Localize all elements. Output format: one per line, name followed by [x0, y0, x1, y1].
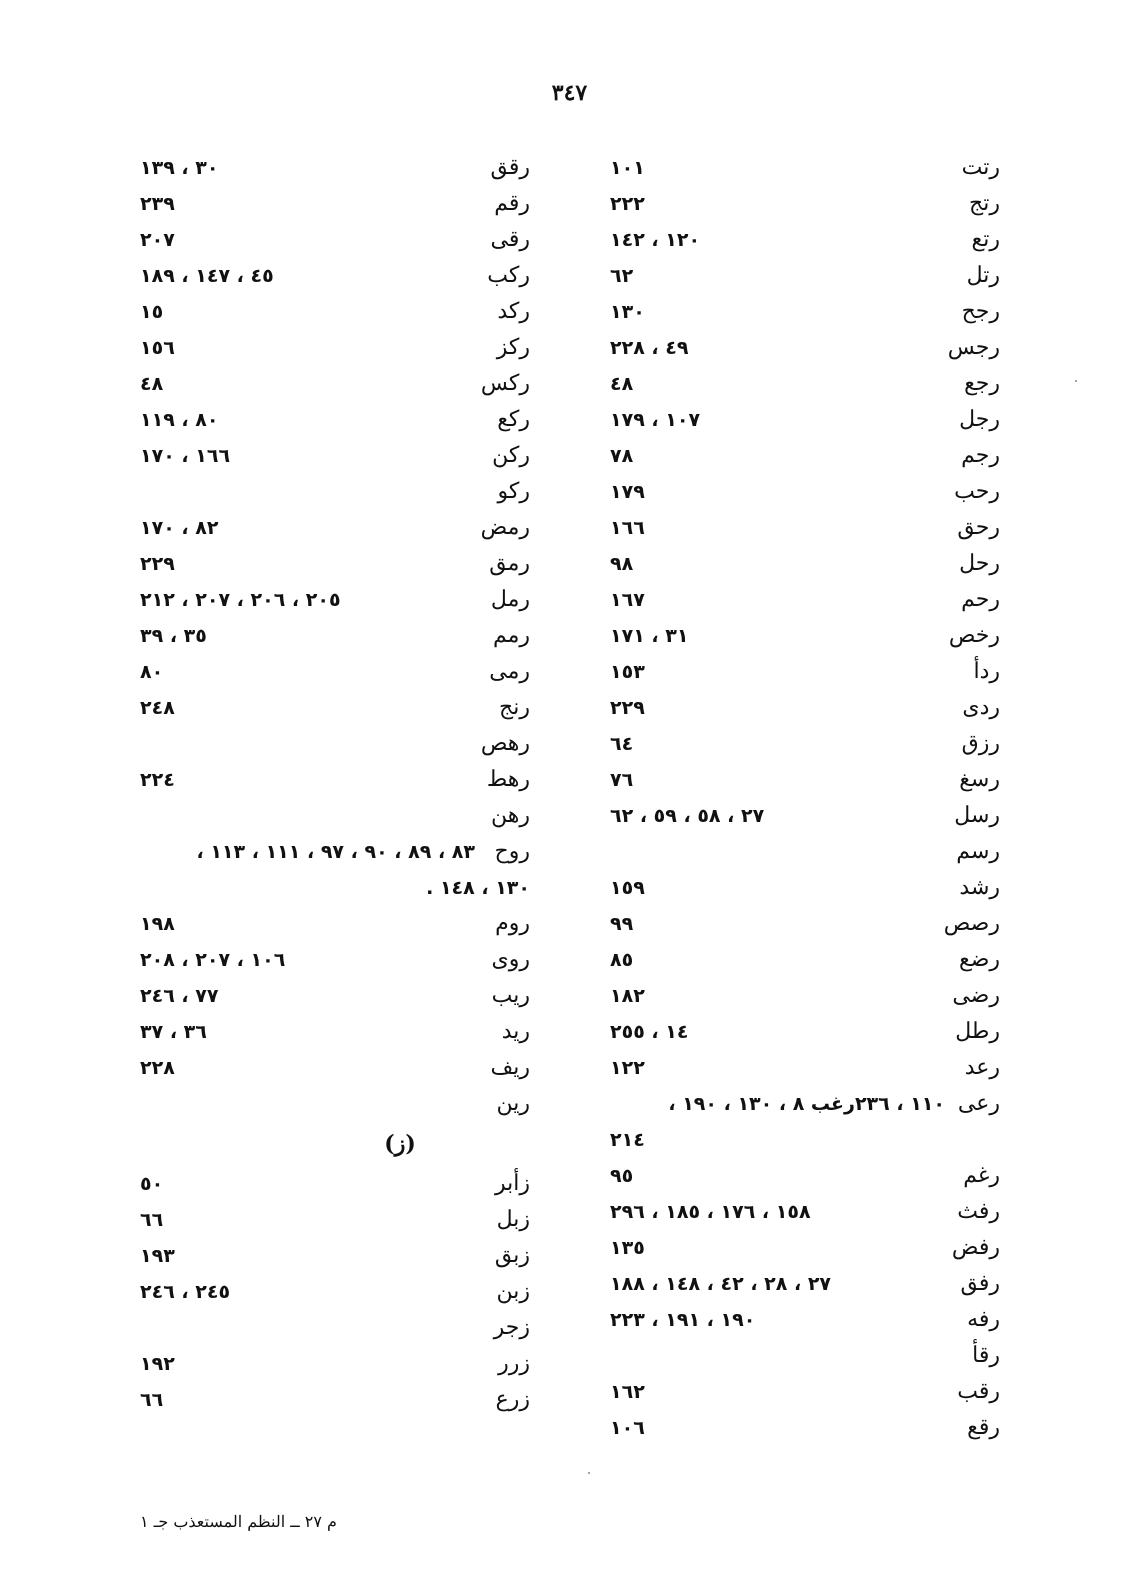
index-entry — [600, 798, 1000, 834]
entry-root-word: زجر — [493, 1315, 530, 1340]
entry-root-word: رمض — [480, 515, 530, 540]
index-entry — [130, 690, 530, 726]
entry-page-refs: ١٢٢ — [610, 1057, 645, 1079]
entry-root-word: رسل — [954, 803, 1000, 828]
entry-page-refs: ٧٨ — [610, 445, 634, 467]
index-entry — [600, 726, 1000, 762]
index-entry — [130, 1238, 530, 1274]
entry-page-refs: ٧٦ — [610, 769, 634, 791]
index-entry — [130, 1274, 530, 1310]
entry-page-refs: ١٠١ — [610, 157, 645, 179]
entry-root-word: رجل — [959, 407, 1000, 432]
entry-page-refs: ١٨٢ — [610, 985, 645, 1007]
entry-page-refs: ٦٤ — [610, 733, 634, 755]
entry-root-word: رقب — [957, 1379, 1000, 1404]
entry-root-word: رجم — [961, 443, 1000, 468]
index-column-left — [130, 150, 530, 1418]
entry-root-word: رتج — [969, 191, 1000, 216]
entry-root-word: زرر — [498, 1351, 530, 1376]
entry-page-refs: ٨٣ ، ٨٩ ، ٩٠ ، ٩٧ ، ١١١ ، ١١٣ ، — [196, 841, 475, 863]
index-entry — [130, 366, 530, 402]
entry-root-word: روى — [491, 947, 530, 972]
entry-page-refs: ٦٢ — [610, 265, 634, 287]
entry-root-word: رتل — [966, 263, 1000, 288]
entry-root-word: ردى — [962, 695, 1000, 720]
entry-root-word: ركز — [496, 335, 530, 360]
entry-root-word: رعى — [957, 1091, 1000, 1116]
index-entry — [600, 1266, 1000, 1302]
entry-root-word: رقى — [490, 227, 530, 252]
entry-root-word: رهص — [480, 731, 530, 756]
entry-page-refs: ٣٥ ، ٣٩ — [140, 625, 207, 647]
index-entry — [600, 1014, 1000, 1050]
entry-root-word: روح — [494, 839, 530, 864]
entry-page-refs: ٩٩ — [610, 913, 634, 935]
entry-page-refs: ١٠٦ ، ٢٠٧ ، ٢٠٨ — [140, 949, 286, 971]
index-entry — [130, 474, 530, 510]
index-entry — [130, 762, 530, 798]
entry-root-word: رسغ — [959, 767, 1000, 792]
entry-page-refs: ٤٩ ، ٢٢٨ — [610, 337, 689, 359]
index-entry — [130, 1014, 530, 1050]
index-entry — [600, 942, 1000, 978]
index-entry — [600, 474, 1000, 510]
entry-root-word: ركن — [492, 443, 530, 468]
entry-page-refs: ١٦٦ ، ١٧٠ — [140, 445, 231, 467]
entry-page-refs: ١٦٧ — [610, 589, 645, 611]
entry-page-refs: ٦٦ — [140, 1209, 164, 1231]
index-entry — [600, 150, 1000, 186]
entry-root-word: رمق — [489, 551, 530, 576]
entry-page-refs: ٨٥ — [610, 949, 634, 971]
entry-root-word: رمم — [492, 623, 530, 648]
entry-page-refs: ١٩٢ — [140, 1353, 175, 1375]
index-entry — [130, 510, 530, 546]
entry-page-refs: ٤٨ — [140, 373, 164, 395]
entry-page-refs: ٢٧ ، ٥٨ ، ٥٩ ، ٦٢ — [610, 805, 765, 827]
entry-root-word: رغم — [963, 1163, 1000, 1188]
entry-root-word: رقق — [490, 155, 530, 180]
entry-root-word: ردأ — [973, 659, 1000, 684]
index-column-right — [600, 150, 1000, 1446]
index-entry — [130, 402, 530, 438]
index-entry — [130, 186, 530, 222]
entry-page-refs: ١٥٣ — [610, 661, 645, 683]
entry-root-word: رنج — [499, 695, 530, 720]
index-entry — [130, 1346, 530, 1382]
index-entry — [600, 366, 1000, 402]
index-entry — [600, 582, 1000, 618]
entry-page-refs: ٤٨ — [610, 373, 634, 395]
entry-root-word: رحق — [957, 515, 1000, 540]
index-entry — [600, 1374, 1000, 1410]
index-entry — [130, 1310, 530, 1346]
index-entry — [130, 978, 530, 1014]
entry-root-word: رتت — [961, 155, 1000, 180]
entry-root-word: رجع — [964, 371, 1000, 396]
index-entry — [130, 330, 530, 366]
page-footer: م ٢٧ ــ النظم المستعذب جـ ١ — [140, 1512, 337, 1531]
index-entry — [600, 1230, 1000, 1266]
entry-page-refs: ٨٠ — [140, 661, 164, 683]
entry-page-refs: ١١٠ ، ٢٣٦رغب ٨ ، ١٣٠ ، ١٩٠ ، — [668, 1093, 945, 1115]
entry-root-word: رخص — [948, 623, 1000, 648]
entry-root-word: رقع — [967, 1415, 1000, 1440]
index-entry — [600, 762, 1000, 798]
index-entry — [600, 1194, 1000, 1230]
index-entry — [130, 1382, 530, 1418]
entry-page-refs: ١٠٧ ، ١٧٩ — [610, 409, 701, 431]
index-entry — [130, 222, 530, 258]
entry-page-refs: ١٠٦ — [610, 1417, 645, 1439]
index-entry — [600, 330, 1000, 366]
entry-page-refs: ٢٢٩ — [610, 697, 645, 719]
entry-root-word: رشد — [959, 875, 1000, 900]
entry-page-refs: ٣٠ ، ١٣٩ — [140, 157, 219, 179]
entry-page-refs: ٨٠ ، ١١٩ — [140, 409, 219, 431]
index-entry — [130, 726, 530, 762]
index-entry — [130, 906, 530, 942]
entry-root-word: رضع — [958, 947, 1000, 972]
entry-root-word: رحل — [959, 551, 1000, 576]
entry-page-refs: ٢٣٩ — [140, 193, 175, 215]
entry-root-word: زرع — [495, 1387, 530, 1412]
entry-root-word: ركد — [497, 299, 530, 324]
index-entry — [600, 906, 1000, 942]
index-entry — [130, 834, 530, 870]
entry-page-refs: ١٣٠ ، ١٤٨ . — [426, 877, 530, 899]
index-entry — [130, 150, 530, 186]
index-entry — [600, 546, 1000, 582]
entry-page-refs: ٩٨ — [610, 553, 634, 575]
index-entry — [130, 798, 530, 834]
entry-page-refs: ١٥٨ ، ١٧٦ ، ١٨٥ ، ٢٩٦ — [610, 1201, 811, 1223]
entry-page-refs: ٢٤٥ ، ٢٤٦ — [140, 1281, 231, 1303]
index-entry — [130, 654, 530, 690]
index-entry — [600, 978, 1000, 1014]
entry-root-word: رجح — [961, 299, 1000, 324]
entry-root-word: رقأ — [972, 1343, 1000, 1368]
index-entry — [130, 582, 530, 618]
index-entry — [600, 1122, 1000, 1158]
entry-root-word: رقم — [494, 191, 530, 216]
index-entry — [600, 294, 1000, 330]
entry-page-refs: ٣١ ، ١٧١ — [610, 625, 689, 647]
entry-page-refs: ٢٢٨ — [140, 1057, 175, 1079]
entry-page-refs: ١٥٩ — [610, 877, 645, 899]
entry-root-word: زبن — [496, 1279, 530, 1304]
entry-root-word: رهن — [491, 803, 530, 828]
index-entry — [130, 1166, 530, 1202]
entry-root-word: رفض — [951, 1235, 1000, 1260]
entry-page-refs: ٣٦ ، ٣٧ — [140, 1021, 207, 1043]
entry-root-word: ريب — [491, 983, 530, 1008]
entry-root-word: رطل — [955, 1019, 1000, 1044]
index-entry — [600, 258, 1000, 294]
entry-page-refs: ١٩٠ ، ١٩١ ، ٢٢٣ — [610, 1309, 756, 1331]
entry-root-word: رسم — [956, 839, 1000, 864]
index-entry — [600, 402, 1000, 438]
index-entry — [130, 1050, 530, 1086]
entry-page-refs: ٧٧ ، ٢٤٦ — [140, 985, 219, 1007]
index-entry — [600, 1050, 1000, 1086]
entry-page-refs: ١٦٦ — [610, 517, 645, 539]
index-entry — [600, 186, 1000, 222]
entry-page-refs: ١٦٢ — [610, 1381, 645, 1403]
index-entry — [600, 690, 1000, 726]
index-entry — [130, 294, 530, 330]
entry-page-refs: ١٤ ، ٢٥٥ — [610, 1021, 689, 1043]
entry-root-word: ريد — [501, 1019, 530, 1044]
index-entry — [130, 258, 530, 294]
entry-root-word: زبل — [496, 1207, 530, 1232]
entry-root-word: رفق — [960, 1271, 1000, 1296]
entry-root-word: رهط — [486, 767, 530, 792]
entry-root-word: رحم — [961, 587, 1000, 612]
entry-root-word: رجس — [947, 335, 1000, 360]
entry-page-refs: ٢٢٤ — [140, 769, 175, 791]
index-entry — [130, 942, 530, 978]
index-entry — [130, 438, 530, 474]
index-entry — [600, 1086, 1000, 1122]
section-heading: (ز) — [384, 1131, 416, 1157]
entry-root-word: ريف — [490, 1055, 530, 1080]
entry-root-word: رزق — [961, 731, 1000, 756]
entry-page-refs: ٢٠٧ — [140, 229, 175, 251]
index-entry — [130, 1086, 530, 1122]
entry-root-word: رحب — [954, 479, 1000, 504]
entry-page-refs: ٢٠٥ ، ٢٠٦ ، ٢٠٧ ، ٢١٢ — [140, 589, 341, 611]
entry-page-refs: ١٣٠ — [610, 301, 645, 323]
index-entry — [600, 654, 1000, 690]
index-entry — [130, 618, 530, 654]
index-entry — [600, 1158, 1000, 1194]
entry-root-word: رفث — [957, 1199, 1000, 1224]
entry-root-word: رعد — [964, 1055, 1000, 1080]
index-entry — [600, 834, 1000, 870]
index-entry — [600, 870, 1000, 906]
scan-speck — [1075, 380, 1077, 382]
entry-root-word: ركب — [487, 263, 530, 288]
entry-page-refs: ٢٢٢ — [610, 193, 645, 215]
entry-root-word: رتع — [971, 227, 1000, 252]
entry-page-refs: ١٧٩ — [610, 481, 645, 503]
entry-page-refs: ٨٢ ، ١٧٠ — [140, 517, 219, 539]
entry-page-refs: ١٣٥ — [610, 1237, 645, 1259]
entry-page-refs: ١٢٠ ، ١٤٢ — [610, 229, 701, 251]
index-entry — [600, 438, 1000, 474]
page-number: ٣٤٧ — [551, 80, 588, 106]
entry-page-refs: ٤٥ ، ١٤٧ ، ١٨٩ — [140, 265, 274, 287]
entry-root-word: ركو — [497, 479, 530, 504]
entry-root-word: رين — [496, 1091, 530, 1116]
index-entry — [130, 1202, 530, 1238]
entry-page-refs: ١٥٦ — [140, 337, 175, 359]
entry-root-word: رضى — [952, 983, 1000, 1008]
entry-page-refs: ٢٤٨ — [140, 697, 175, 719]
index-entry — [600, 618, 1000, 654]
entry-root-word: ركع — [497, 407, 530, 432]
index-entry — [130, 870, 530, 906]
entry-page-refs: ٦٦ — [140, 1389, 164, 1411]
entry-root-word: ركس — [480, 371, 530, 396]
entry-page-refs: ٢١٤ — [610, 1129, 645, 1151]
entry-root-word: زبق — [494, 1243, 530, 1268]
index-entry — [600, 1302, 1000, 1338]
entry-root-word: روم — [495, 911, 530, 936]
entry-page-refs: ١٩٨ — [140, 913, 175, 935]
index-entry — [130, 546, 530, 582]
index-entry — [600, 1338, 1000, 1374]
entry-root-word: رفه — [967, 1307, 1000, 1332]
entry-root-word: رمى — [489, 659, 530, 684]
entry-page-refs: ٩٥ — [610, 1165, 634, 1187]
entry-page-refs: ١٥ — [140, 301, 164, 323]
entry-root-word: رصص — [943, 911, 1000, 936]
entry-root-word: رمل — [490, 587, 530, 612]
index-entry — [600, 510, 1000, 546]
scan-speck — [588, 1472, 590, 1474]
index-entry — [600, 222, 1000, 258]
entry-page-refs: ٢٢٩ — [140, 553, 175, 575]
entry-page-refs: ١٩٣ — [140, 1245, 175, 1267]
entry-root-word: زأبر — [495, 1171, 530, 1196]
entry-page-refs: ٢٧ ، ٢٨ ، ٤٢ ، ١٤٨ ، ١٨٨ — [610, 1273, 832, 1295]
index-entry — [600, 1410, 1000, 1446]
entry-page-refs: ٥٠ — [140, 1173, 164, 1195]
